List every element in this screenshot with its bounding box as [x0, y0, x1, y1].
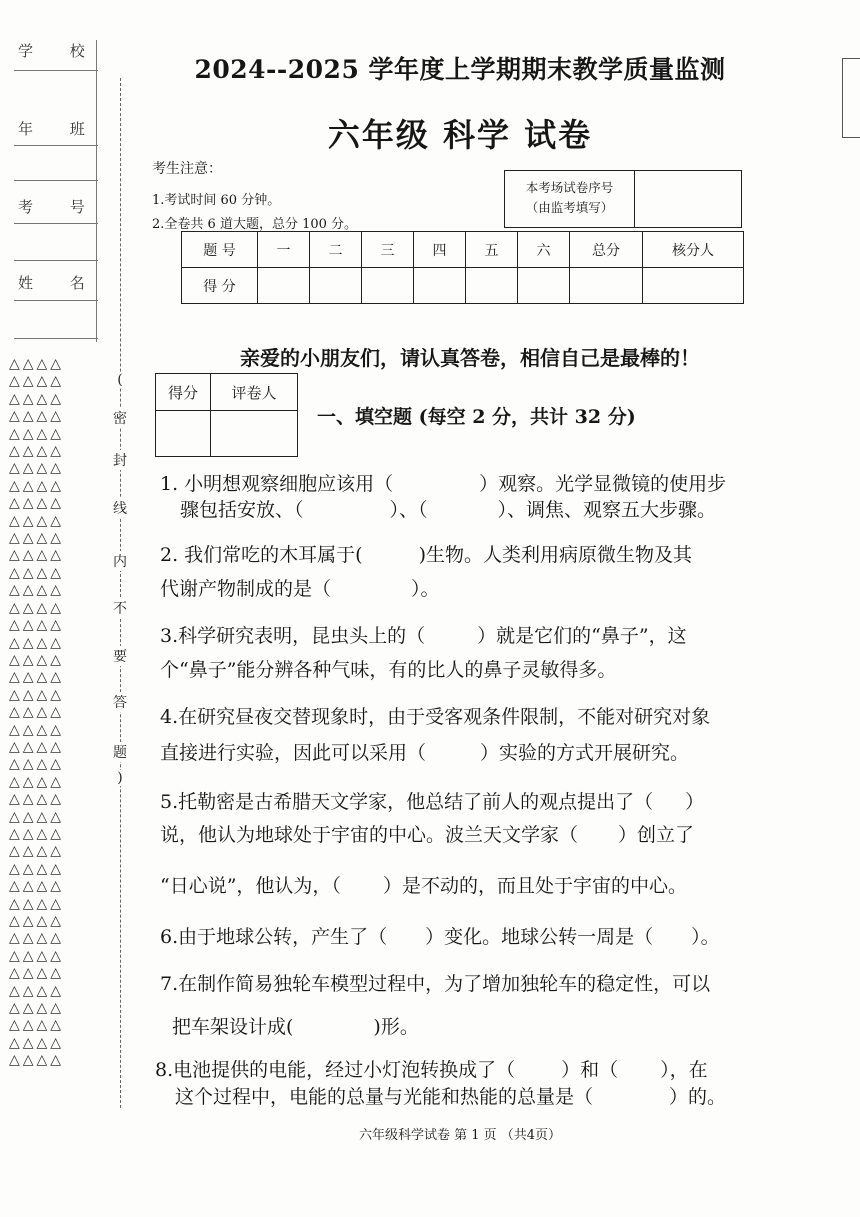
score-table-header-row [182, 232, 744, 268]
grader-name-label: 评卷人 [211, 374, 298, 411]
score-header-cell: 题 号 [182, 232, 258, 268]
name-label: 姓 名 [18, 274, 101, 292]
triangle-row: △△△△ [9, 947, 65, 964]
triangle-row: △△△△ [9, 930, 65, 947]
page-footer: 六年级科学试卷 第 1 页 （共4页） [358, 1128, 562, 1143]
triangle-row: △△△△ [9, 1017, 65, 1034]
triangle-row: △△△△ [9, 843, 65, 860]
triangle-row: △△△△ [9, 860, 65, 877]
triangle-row: △△△△ [9, 599, 65, 616]
triangle-row: △△△△ [9, 582, 65, 599]
notice-heading: 考生注意： [152, 161, 222, 177]
seal-char: 答 [109, 692, 131, 712]
question-6: 6.由于地球公转，产生了（ ）变化。地球公转一周是（ ）。 [160, 926, 720, 948]
section-title: 一、填空题 (每空 2 分，共计 32 分) [317, 406, 636, 428]
seal-char: ( [109, 372, 131, 388]
notice-line-1: 1.考试时间 60 分钟。 [152, 193, 281, 208]
question-2-line-2: 代谢产物制成的是（ ）。 [160, 578, 440, 600]
school-line [14, 70, 98, 71]
triangle-row: △△△△ [9, 408, 65, 425]
score-header-cell: 三 [362, 232, 414, 268]
triangle-row: △△△△ [9, 686, 65, 703]
triangle-row: △△△△ [9, 1034, 65, 1051]
score-row-label: 得 分 [182, 268, 258, 304]
triangle-row: △△△△ [9, 460, 65, 477]
question-1-line-2: 骤包括安放、（ ）、（ ）、调焦、观察五大步骤。 [180, 499, 717, 521]
score-cell [466, 268, 518, 304]
number-label: 考 号 [18, 198, 101, 216]
seal-line [120, 78, 121, 1108]
triangle-row: △△△△ [9, 373, 65, 390]
divider-line [14, 338, 98, 339]
triangle-row: △△△△ [9, 704, 65, 721]
question-3-line-2: 个“鼻子”能分辨各种气味，有的比人的鼻子灵敏得多。 [160, 659, 617, 681]
question-7-line-1: 7.在制作简易独轮车模型过程中，为了增加独轮车的稳定性，可以 [160, 973, 711, 995]
score-header-cell: 一 [258, 232, 310, 268]
grader-name-cell [211, 411, 298, 457]
triangle-row: △△△△ [9, 530, 65, 547]
triangle-row: △△△△ [9, 756, 65, 773]
score-cell [643, 268, 744, 304]
divider-line [14, 260, 98, 261]
score-table-score-row [182, 268, 744, 304]
seal-char: 密 [109, 408, 131, 428]
triangle-row: △△△△ [9, 721, 65, 738]
seal-char: 题 [109, 742, 131, 762]
seal-char: 要 [109, 646, 131, 666]
triangle-row: △△△△ [9, 878, 65, 895]
triangle-row: △△△△ [9, 738, 65, 755]
serial-number-box [504, 170, 742, 228]
exam-subtitle: 六年级 科学 试卷 [327, 116, 593, 154]
triangle-row: △△△△ [9, 808, 65, 825]
question-8-line-2: 这个过程中，电能的总量与光能和热能的总量是（ ）的。 [175, 1086, 727, 1108]
question-2-line-1: 2. 我们常吃的木耳属于( )生物。人类利用病原微生物及其 [160, 544, 693, 566]
grader-table [155, 373, 298, 457]
triangle-row: △△△△ [9, 356, 65, 372]
triangle-row: △△△△ [9, 913, 65, 929]
triangle-row: △△△△ [9, 1000, 65, 1017]
question-5-line-1: 5.托勒密是古希腊天文学家，他总结了前人的观点提出了（ ） [160, 791, 705, 813]
serial-number-label: 本考场试卷序号 （由监考填写） [505, 171, 635, 227]
seal-char: 线 [109, 498, 131, 518]
class-label: 年 班 [18, 120, 101, 138]
question-7-line-2: 把车架设计成( )形。 [172, 1016, 419, 1038]
triangle-row: △△△△ [9, 773, 65, 790]
exam-title: 2024--2025 学年度上学期期末教学质量监测 [194, 55, 726, 84]
seal-char: 内 [109, 551, 131, 571]
triangle-row: △△△△ [9, 477, 65, 494]
score-header-cell: 二 [310, 232, 362, 268]
greeting: 亲爱的小朋友们，请认真答卷，相信自己是最棒的！ [240, 346, 700, 370]
question-4-line-1: 4.在研究昼夜交替现象时，由于受客观条件限制，不能对研究对象 [160, 706, 711, 728]
score-cell [258, 268, 310, 304]
triangle-row: △△△△ [9, 495, 65, 512]
question-8-line-1: 8.电池提供的电能，经过小灯泡转换成了（ ）和（ ），在 [155, 1059, 708, 1081]
triangle-row: △△△△ [9, 443, 65, 460]
score-cell [414, 268, 466, 304]
triangle-row: △△△△ [9, 1052, 65, 1069]
score-header-cell: 六 [518, 232, 570, 268]
triangle-row: △△△△ [9, 425, 65, 442]
triangle-row: △△△△ [9, 617, 65, 634]
seal-char: 封 [109, 450, 131, 470]
triangle-row: △△△△ [9, 825, 65, 842]
score-header-cell: 五 [466, 232, 518, 268]
triangle-row: △△△△ [9, 669, 65, 686]
grader-score-label: 得分 [156, 374, 211, 411]
seal-char: ) [109, 770, 131, 786]
question-4-line-2: 直接进行实验，因此可以采用（ ）实验的方式开展研究。 [160, 742, 690, 764]
question-5-line-3: “日心说”，他认为，（ ）是不动的，而且处于宇宙的中心。 [160, 875, 687, 897]
question-5-line-2: 说，他认为地球处于宇宙的中心。波兰天文学家（ ）创立了 [160, 824, 695, 846]
seal-char: 不 [109, 598, 131, 618]
triangle-row: △△△△ [9, 791, 65, 808]
name-line [14, 300, 98, 301]
grader-score-cell [156, 411, 211, 457]
triangle-row: △△△△ [9, 512, 65, 529]
triangle-row: △△△△ [9, 390, 65, 407]
school-label: 学 校 [18, 42, 101, 60]
corner-bracket [842, 58, 860, 138]
triangle-row: △△△△ [9, 634, 65, 651]
triangle-row: △△△△ [9, 547, 65, 564]
score-cell [570, 268, 643, 304]
score-header-cell: 四 [414, 232, 466, 268]
strip-border [96, 40, 97, 342]
triangle-row: △△△△ [9, 895, 65, 912]
score-header-cell: 总分 [570, 232, 643, 268]
score-cell [310, 268, 362, 304]
question-1-line-1: 1. 小明想观察细胞应该用（ ）观察。光学显微镜的使用步 [160, 473, 727, 495]
triangle-row: △△△△ [9, 965, 65, 982]
triangle-row: △△△△ [9, 982, 65, 999]
score-header-cell: 核分人 [643, 232, 744, 268]
question-3-line-1: 3.科学研究表明，昆虫头上的（ ）就是它们的“鼻子”，这 [160, 625, 687, 647]
score-cell [518, 268, 570, 304]
class-line [14, 145, 98, 146]
divider-line [14, 180, 98, 181]
score-table [181, 231, 744, 304]
notice-line-2: 2.全卷共 6 道大题，总分 100 分。 [152, 217, 358, 232]
triangle-pattern [9, 356, 101, 1070]
triangle-row: △△△△ [9, 651, 65, 668]
number-line [14, 223, 98, 224]
triangle-row: △△△△ [9, 564, 65, 581]
score-cell [362, 268, 414, 304]
